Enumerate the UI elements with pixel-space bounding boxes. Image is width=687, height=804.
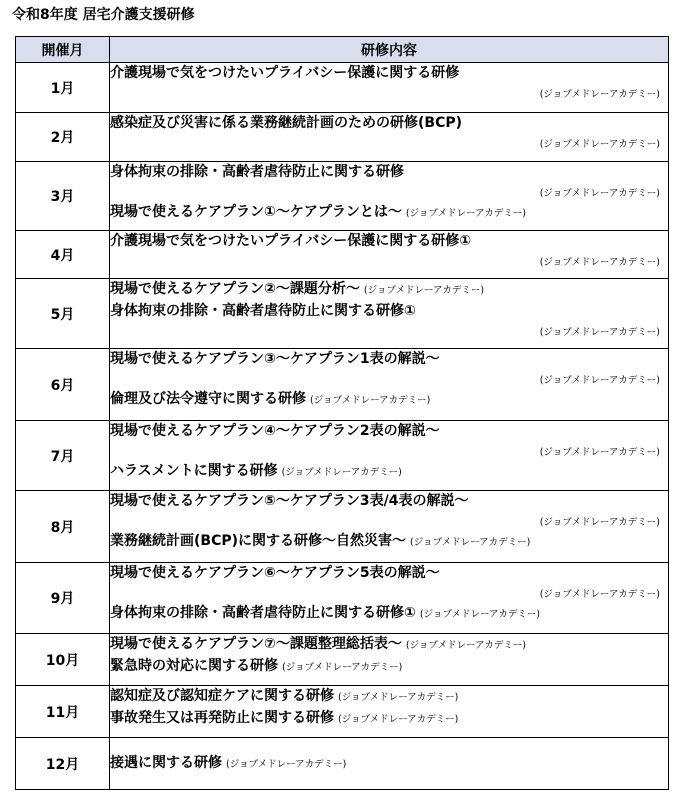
course-title: 介護現場で気をつけたいプライバシー保護に関する研修① <box>110 233 472 249</box>
month-cell: 1月 <box>16 63 110 113</box>
header-content: 研修内容 <box>110 37 669 63</box>
content-cell <box>110 113 669 162</box>
course-title: 現場で使えるケアプラン③～ケアプラン1表の解説～ <box>110 351 440 367</box>
content-cell <box>110 279 669 349</box>
provider-label: (ジョブメドレーアカデミー) <box>539 188 660 199</box>
course-title: 身体拘束の排除・高齢者虐待防止に関する研修① <box>110 303 416 319</box>
training-schedule-table <box>15 36 669 790</box>
provider-label: (ジョブメドレーアカデミー) <box>338 692 459 703</box>
training-entry <box>110 603 668 625</box>
provider-label: (ジョブメドレーアカデミー) <box>405 208 527 219</box>
month-cell: 8月 <box>16 491 110 563</box>
content-cell <box>110 162 669 231</box>
training-entry <box>110 202 668 224</box>
course-title: ハラスメントに関する研修 <box>110 463 278 479</box>
content-cell <box>110 686 669 738</box>
training-entry <box>110 563 668 603</box>
training-entry <box>110 421 668 461</box>
course-title: 認知症及び認知症ケアに関する研修 <box>110 688 334 704</box>
table-row <box>16 349 669 421</box>
provider-label: (ジョブメドレーアカデミー) <box>281 467 402 478</box>
table-row <box>16 738 669 790</box>
month-cell: 9月 <box>16 563 110 634</box>
header-month: 開催月 <box>16 37 110 63</box>
training-entry <box>110 708 668 730</box>
course-title: 身体拘束の排除・高齢者虐待防止に関する研修 <box>110 164 404 180</box>
course-title: 現場で使えるケアプラン④～ケアプラン2表の解説～ <box>110 423 440 439</box>
course-title: 現場で使えるケアプラン⑥～ケアプラン5表の解説～ <box>110 565 440 581</box>
course-title: 事故発生又は再発防止に関する研修 <box>110 710 334 726</box>
month-cell: 3月 <box>16 162 110 231</box>
month-cell: 12月 <box>16 738 110 790</box>
training-entry <box>110 686 668 708</box>
provider-label: (ジョブメドレーアカデミー) <box>539 447 660 458</box>
content-cell <box>110 563 669 634</box>
training-entry <box>110 491 668 531</box>
content-cell <box>110 491 669 563</box>
training-entry <box>110 349 668 389</box>
training-entry <box>110 162 668 202</box>
provider-label: (ジョブメドレーアカデミー) <box>310 395 431 406</box>
training-entry <box>110 231 668 271</box>
table-header-row <box>16 37 669 63</box>
course-title: 現場で使えるケアプラン⑦～課題整理総括表～ <box>110 636 402 652</box>
provider-label: (ジョブメドレーアカデミー) <box>539 257 660 268</box>
course-title: 倫理及び法令遵守に関する研修 <box>110 391 306 407</box>
course-title: 感染症及び災害に係る業務継続計画のための研修(BCP) <box>110 115 463 131</box>
course-title: 介護現場で気をつけたいプライバシー保護に関する研修 <box>110 65 460 81</box>
provider-label: (ジョブメドレーアカデミー) <box>539 589 660 600</box>
month-cell: 5月 <box>16 279 110 349</box>
provider-label: (ジョブメドレーアカデミー) <box>282 662 403 673</box>
training-entry <box>110 63 668 103</box>
provider-label: (ジョブメドレーアカデミー) <box>363 285 485 296</box>
training-entry <box>110 113 668 153</box>
training-entry <box>110 279 668 301</box>
provider-label: (ジョブメドレーアカデミー) <box>539 139 660 150</box>
table-row <box>16 279 669 349</box>
table-row <box>16 63 669 113</box>
page-title: 令和8年度 居宅介護支援研修 <box>12 7 195 23</box>
course-title: 現場で使えるケアプラン①～ケアプランとは～ <box>110 204 402 220</box>
course-title: 接遇に関する研修 <box>110 754 222 771</box>
month-cell: 4月 <box>16 231 110 279</box>
table-row <box>16 113 669 162</box>
month-cell: 2月 <box>16 113 110 162</box>
training-entry <box>110 461 668 483</box>
provider-label: (ジョブメドレーアカデミー) <box>419 609 541 620</box>
course-title: 現場で使えるケアプラン②～課題分析～ <box>110 281 360 297</box>
content-cell <box>110 421 669 491</box>
table-row <box>16 421 669 491</box>
provider-label: (ジョブメドレーアカデミー) <box>539 327 660 338</box>
training-entry <box>110 656 668 678</box>
training-entry <box>110 389 668 411</box>
training-entry <box>110 634 668 656</box>
provider-label: (ジョブメドレーアカデミー) <box>405 640 527 651</box>
provider-label: (ジョブメドレーアカデミー) <box>539 375 660 386</box>
month-cell: 11月 <box>16 686 110 738</box>
course-title: 身体拘束の排除・高齢者虐待防止に関する研修① <box>110 605 416 621</box>
provider-label: (ジョブメドレーアカデミー) <box>539 89 660 100</box>
table-row <box>16 634 669 686</box>
content-cell <box>110 349 669 421</box>
table-row <box>16 563 669 634</box>
month-cell: 10月 <box>16 634 110 686</box>
content-cell <box>110 63 669 113</box>
course-title: 業務継続計画(BCP)に関する研修～自然災害～ <box>110 533 407 549</box>
table-row <box>16 162 669 231</box>
content-cell <box>110 231 669 279</box>
provider-label: (ジョブメドレーアカデミー) <box>410 537 531 548</box>
content-cell <box>110 634 669 686</box>
provider-label: (ジョブメドレーアカデミー) <box>226 758 347 770</box>
content-cell <box>110 738 669 790</box>
training-entry <box>110 301 668 341</box>
table-row <box>16 686 669 738</box>
month-cell: 7月 <box>16 421 110 491</box>
month-cell: 6月 <box>16 349 110 421</box>
training-entry <box>110 753 668 775</box>
training-entry <box>110 531 668 553</box>
course-title: 現場で使えるケアプラン⑤～ケアプラン3表/4表の解説～ <box>110 493 469 509</box>
provider-label: (ジョブメドレーアカデミー) <box>539 517 660 528</box>
table-row <box>16 231 669 279</box>
provider-label: (ジョブメドレーアカデミー) <box>338 714 459 725</box>
course-title: 緊急時の対応に関する研修 <box>110 658 278 674</box>
table-row <box>16 491 669 563</box>
